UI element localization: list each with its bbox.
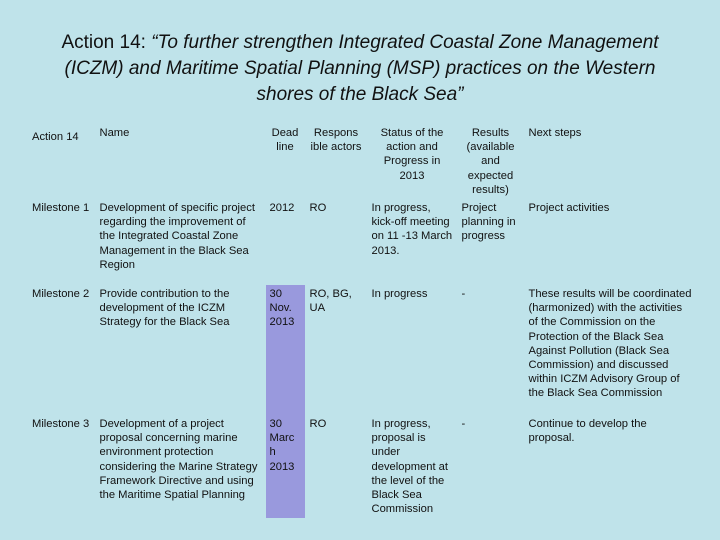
slide-title xyxy=(40,30,680,108)
header-status: Status of the action and Progress in 2013 xyxy=(367,124,457,199)
slide-title-prefix: Action 14: xyxy=(61,32,152,53)
name-cell: Provide contribution to the development of the ICZM Strategy for the Black Sea xyxy=(95,285,265,415)
deadline-cell: 30 Marc h 2013 xyxy=(265,415,305,518)
status-cell: In progress, kick-off meeting on 11 -13 March 2013. xyxy=(367,199,457,285)
responsible-cell: RO xyxy=(305,199,367,285)
responsible-cell: RO, BG, UA xyxy=(305,285,367,415)
name-cell: Development of specific project regarding the improvement of the Integrated Coastal Zone Management in the Black Sea Region xyxy=(95,199,265,285)
header-responsible: Respons ible actors xyxy=(305,124,367,199)
table-row xyxy=(28,199,696,285)
table-row xyxy=(28,285,696,415)
action-table xyxy=(28,124,696,518)
header-name: Name xyxy=(95,124,265,199)
next-steps-cell: Continue to develop the proposal. xyxy=(528,418,647,445)
status-cell: In progress, proposal is under development at the level of the Black Sea Commission xyxy=(367,415,457,518)
header-results: Results (available and expected results) xyxy=(457,124,524,199)
next-steps-cell: These results will be coordinated (harmonized) with the activities of the Commission on the Protection of the Black Sea Against Pollution (Black Sea Commission) and discussed within ICZM Advisory Group of the Black Sea Commission xyxy=(528,288,692,400)
table-row xyxy=(28,415,696,518)
header-deadline: Dead line xyxy=(265,124,305,199)
deadline-cell: 30 Nov. 2013 xyxy=(265,285,305,415)
slide-title-quote: “To further strengthen Integrated Coastal Zone Management (ICZM) and Maritime Spatial Planning (MSP) practices on the Western shores of the Black Sea” xyxy=(64,32,659,105)
milestone-cell: Milestone 2 xyxy=(28,285,95,415)
header-next-steps: Next steps xyxy=(528,127,582,139)
milestone-cell: Milestone 1 xyxy=(28,199,95,285)
results-cell: - xyxy=(457,415,524,518)
milestone-cell: Milestone 3 xyxy=(28,415,95,518)
next-steps-cell: Project activities xyxy=(528,202,610,215)
responsible-cell: RO xyxy=(305,415,367,518)
results-cell: - xyxy=(457,285,524,415)
name-cell: Development of a project proposal concerning marine environment protection considering the Marine Strategy Framework Directive and using the Maritime Spatial Planning xyxy=(95,415,265,518)
header-action: Action 14 xyxy=(28,124,95,199)
deadline-cell: 2012 xyxy=(265,199,305,285)
status-cell: In progress xyxy=(367,285,457,415)
results-cell: Project planning in progress xyxy=(457,199,524,285)
header-row xyxy=(28,124,696,199)
